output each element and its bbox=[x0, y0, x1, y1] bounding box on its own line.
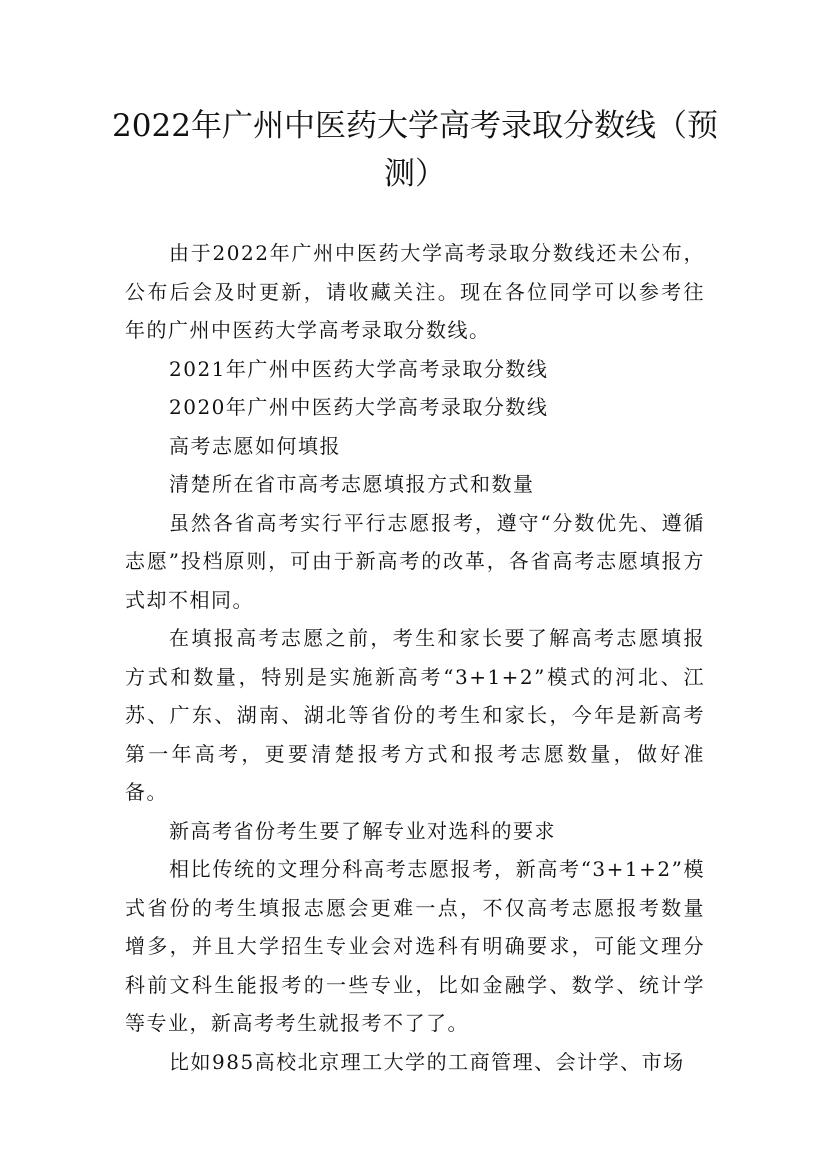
subheading-application-methods: 清楚所在省市高考志愿填报方式和数量 bbox=[169, 472, 535, 496]
document-body bbox=[125, 234, 705, 1081]
paragraph-intro: 由于2022年广州中医药大学高考录取分数线还未公布，公布后会及时更新，请收藏关注。现在各位同学可以参考往年的广州中医药大学高考录取分数线。 bbox=[125, 241, 705, 342]
section-heading-how-to-apply: 高考志愿如何填报 bbox=[169, 433, 341, 458]
paragraph-parallel-volunteer: 虽然各省高考实行平行志愿报考，遵守“分数优先、遵循志愿”投档原则，可由于新高考的改革，各省高考志愿填报方式却不相同。 bbox=[125, 510, 705, 612]
paragraph-before-applying: 在填报高考志愿之前，考生和家长要了解高考志愿填报方式和数量，特别是实施新高考“3+1+2”模式的河北、江苏、广东、湖南、湖北等省份的考生和家长，今年是新高考第一年高考，更要清楚报考方式和报考志愿数量，做好准备。 bbox=[125, 626, 705, 804]
paragraph-example-bit: 比如985高校北京理工大学的工商管理、会计学、市场 bbox=[169, 1049, 685, 1074]
paragraph-link-2021: 2021年广州中医药大学高考录取分数线 bbox=[169, 356, 549, 381]
paragraph-new-exam-comparison: 相比传统的文理分科高考志愿报考，新高考“3+1+2”模式省份的考生填报志愿会更难一点，不仅高考志愿报考数量增多，并且大学招生专业会对选科有明确要求，可能文理分科前文科生能报考的一些专业，比如金融学、数学、统计学等专业，新高考考生就报考不了了。 bbox=[125, 857, 705, 1035]
paragraph-link-2020: 2020年广州中医药大学高考录取分数线 bbox=[169, 395, 549, 419]
document-title: 2022年广州中医药大学高考录取分数线（预测） bbox=[112, 108, 718, 192]
subheading-subject-requirements: 新高考省份考生要了解专业对选科的要求 bbox=[169, 818, 556, 843]
